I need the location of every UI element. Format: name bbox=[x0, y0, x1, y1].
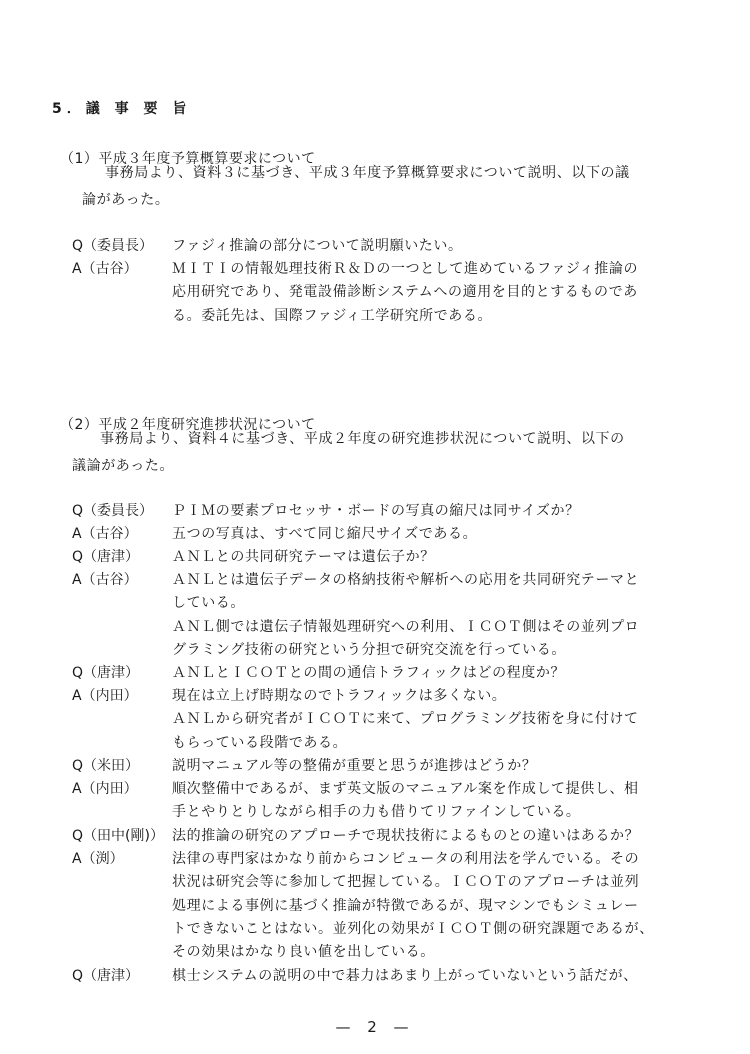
qa-speaker: A（古谷） bbox=[72, 572, 138, 588]
qa-line: 五つの写真は、すべて同じ縮尺サイズである。 bbox=[172, 526, 478, 542]
qa-text bbox=[172, 848, 654, 964]
qa-text bbox=[172, 685, 639, 755]
qa-speaker: Q（米田） bbox=[72, 758, 140, 774]
qa-text bbox=[172, 778, 639, 825]
qa-line: 棋士システムの説明の中で碁力はあまり上がっていないという話だが、 bbox=[172, 968, 638, 984]
page-number: — 2 — bbox=[335, 1018, 415, 1036]
qa-speaker: Q（唐津） bbox=[72, 968, 140, 984]
qa-line: ＡＮＬ側では遺伝子情報処理研究への利用、ＩＣＯＴ側はその並列プロ bbox=[172, 618, 640, 635]
section-heading: 5．議 事 要 旨 bbox=[52, 101, 192, 117]
qa-line: 順次整備中であるが、まず英文版のマニュアル案を作成して提供し、相 bbox=[172, 781, 639, 797]
qa-line: 法的推論の研究のアプローチで現状技術によるものとの違いはあるか？ bbox=[172, 828, 640, 844]
qa-line: ＭＩＴＩの情報処理技術Ｒ＆Ｄの一つとして進めているファジィ推論の bbox=[172, 261, 639, 277]
intro-line: 事務局より、資料４に基づき、平成２年度の研究進捗状況について説明、以下の bbox=[100, 431, 625, 447]
intro-line: 論があった。 bbox=[82, 192, 170, 208]
qa-text bbox=[172, 965, 638, 988]
qa-line: その効果はかなり良い値を出している。 bbox=[172, 944, 435, 961]
qa-line: している。 bbox=[172, 595, 245, 612]
qa-speaker: Q（唐津） bbox=[72, 549, 140, 565]
qa-text bbox=[172, 500, 580, 523]
subsection-1-intro bbox=[82, 160, 630, 214]
intro-line: 事務局より、資料３に基づき、平成３年度予算概算要求について説明、以下の議 bbox=[105, 165, 630, 181]
qa-speaker: A（古谷） bbox=[72, 526, 138, 542]
qa-line: 手とやりとりしながら相手の力も借りてリファインしている。 bbox=[172, 804, 581, 821]
intro-line: 議論があった。 bbox=[72, 458, 175, 474]
qa-line: トできないことはない。並列化の効果がＩＣＯＴ側の研究課題であるが、 bbox=[172, 920, 654, 937]
qa-speaker: A（内田） bbox=[72, 688, 138, 704]
qa-text bbox=[172, 662, 565, 685]
qa-text bbox=[172, 569, 639, 662]
qa-line: ＡＮＬとは遺伝子データの格納技術や解析への応用を共同研究テーマと bbox=[172, 572, 640, 588]
qa-line: ＰＩＭの要素プロセッサ・ボードの写真の縮尺は同サイズか？ bbox=[172, 503, 580, 519]
qa-speaker: A（古谷） bbox=[72, 261, 138, 277]
qa-line: ＡＮＬとの共同研究テーマは遺伝子か？ bbox=[172, 549, 435, 565]
qa-line: ＡＮＬとＩＣＯＴとの間の通信トラフィックはどの程度か？ bbox=[172, 665, 566, 681]
qa-speaker: A（渕） bbox=[72, 851, 124, 867]
qa-line: 法律の専門家はかなり前からコンピュータの利用法を学んでいる。その bbox=[172, 851, 640, 867]
qa-text bbox=[172, 235, 463, 258]
subsection-2-intro bbox=[72, 426, 625, 480]
qa-speaker: Q（委員長） bbox=[72, 503, 154, 519]
qa-line: 処理による事例に基づく推論が特徴であるが、現マシンでもシミュレー bbox=[172, 897, 639, 914]
qa-text bbox=[172, 523, 477, 546]
qa-speaker: Q（委員長） bbox=[72, 238, 154, 254]
qa-line: 状況は研究会等に参加して把握している。ＩＣＯＴのアプローチは並列 bbox=[172, 874, 640, 891]
qa-text bbox=[172, 825, 639, 848]
subsection-2-title: （2）平成２年度研究進捗状況について bbox=[60, 417, 316, 433]
qa-speaker: Q（田中(剛)） bbox=[72, 828, 164, 844]
qa-line: る。委託先は、国際ファジィ工学研究所である。 bbox=[172, 307, 493, 324]
qa-line: 説明マニュアル等の整備が重要と思うが進捗はどうか？ bbox=[172, 758, 537, 774]
qa-text bbox=[172, 546, 435, 569]
qa-text bbox=[172, 258, 638, 328]
qa-line: グラミング技術の研究という分担で研究交流を行っている。 bbox=[172, 641, 566, 658]
qa-text bbox=[172, 755, 536, 778]
qa-speaker: A（内田） bbox=[72, 781, 138, 797]
qa-line: 応用研究であり、発電設備診断システムへの適用を目的とするものであ bbox=[172, 284, 638, 301]
qa-line: ファジィ推論の部分について説明願いたい。 bbox=[172, 238, 463, 254]
qa-speaker: Q（唐津） bbox=[72, 665, 140, 681]
subsection-1-title: （1）平成３年度予算概算要求について bbox=[60, 151, 316, 167]
qa-line: もらっている段階である。 bbox=[172, 734, 348, 751]
qa-line: ＡＮＬから研究者がＩＣＯＴに来て、プログラミング技術を身に付けて bbox=[172, 711, 639, 728]
qa-line: 現在は立上げ時期なのでトラフィックは多くない。 bbox=[172, 688, 507, 704]
